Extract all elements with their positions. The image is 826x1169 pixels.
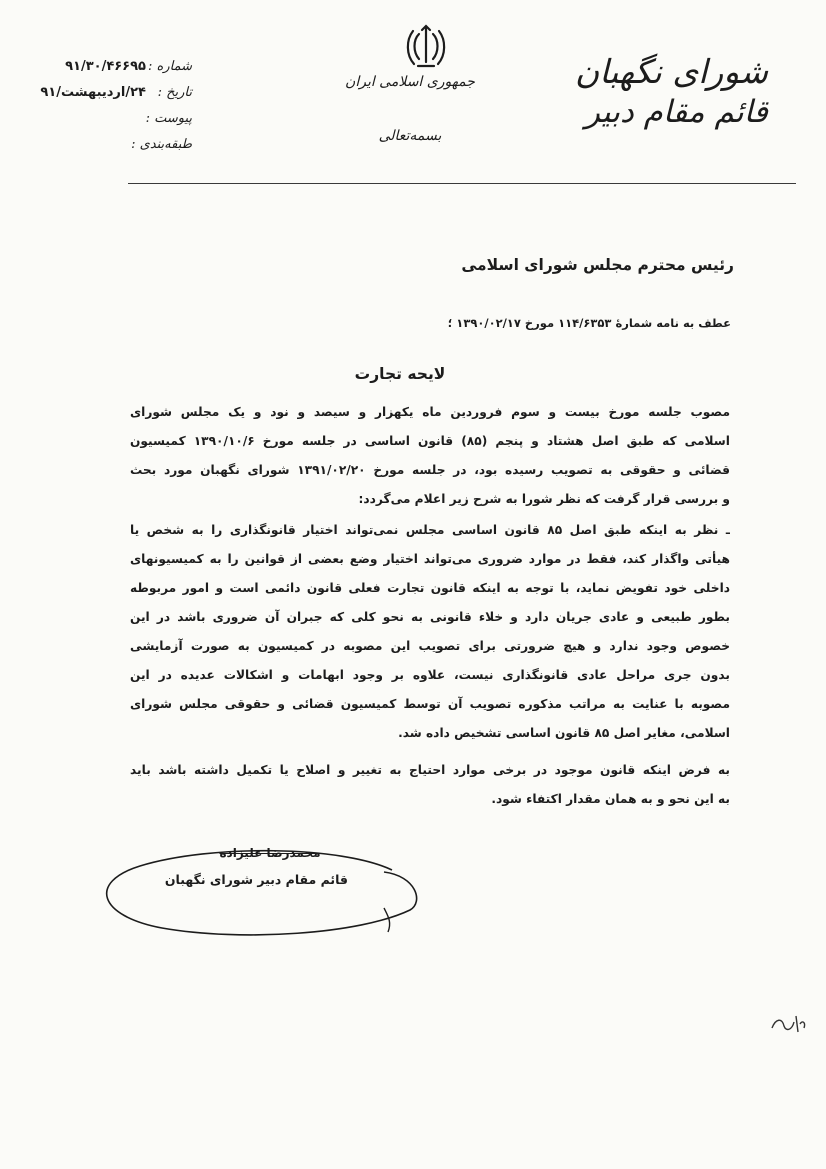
brand-council-name: شورای نگهبان — [575, 52, 768, 91]
paragraph-opinion — [130, 516, 730, 748]
text-line: مصوب جلسه مورخ بیست و سوم فروردین ماه یکهزار و سیصد و نود و یک مجلس شورای — [130, 405, 730, 419]
republic-label: جمهوری اسلامی ایران — [345, 74, 475, 90]
meta-date-row — [42, 80, 192, 106]
text-line: داخلی خود تفویض نماید، با توجه به اینکه قانون تجارت فعلی قانون دائمی است و امور مربوطه — [130, 581, 730, 595]
bismillah-label: بسمه‌تعالی — [378, 128, 442, 144]
meta-label: شماره : — [148, 59, 192, 74]
meta-label: طبقه‌بندی : — [131, 137, 192, 152]
text-line: و بررسی قرار گرفت که نظر شورا به شرح زیر اعلام می‌گردد: — [358, 492, 730, 506]
header-divider — [128, 183, 796, 184]
meta-value: ۲۴/اردیبهشت/۹۱ — [40, 85, 146, 100]
text-line: اسلامی که طبق اصل هشتاد و پنجم (۸۵) قانون اساسی در جلسه مورخ ۱۳۹۰/۱۰/۶ کمیسیون — [130, 434, 730, 448]
meta-classification-row — [42, 132, 192, 158]
meta-label: تاریخ : — [157, 85, 192, 100]
text-line: هیأتی واگذار کند، فقط در موارد ضروری می‌تواند اختیار وضع بعضی از قوانین را به کمیسیونهای — [130, 552, 730, 566]
text-line: به این نحو و به همان مقدار اکتفاء شود. — [491, 792, 730, 806]
letterhead-brand — [548, 52, 768, 132]
document-title: لایحه تجارت — [354, 365, 446, 383]
text-line: ـ نظر به اینکه طبق اصل ۸۵ قانون اساسی مجلس نمی‌تواند اختیار قانونگذاری را به شخص یا — [130, 523, 730, 537]
meta-number-row — [42, 54, 192, 80]
text-line: بطور طبیعی و عادی جریان دارد و خلاء قانونی به نحو کلی که جبران آن ضروری باشد در این — [130, 610, 730, 624]
text-line: بدون جری مراحل عادی قانونگذاری نیست، علاوه بر وجود ابهامات و اشکالات عدیده در این — [130, 668, 730, 682]
text-line: خصوص وجود ندارد و هیچ ضرورتی برای تصویب این مصوبه در کمیسیون به صورت آزمایشی — [130, 639, 730, 653]
text-line: مصوبه با عنایت به مراتب مذکوره تصویب آن توسط کمیسیون قضائی و حقوقی مجلس شورای — [130, 697, 730, 711]
text-line: به فرض اینکه قانون موجود در برخی موارد احتیاج به تغییر و اصلاح یا تکمیل داشته باشد باید — [130, 763, 730, 777]
emblem-icon — [404, 24, 448, 70]
paragraph-approval — [130, 398, 730, 514]
addressee: رئیس محترم مجلس شورای اسلامی — [461, 256, 734, 274]
brand-deputy-secretary: قائم مقام دبیر — [584, 94, 768, 130]
text-line: اسلامی، مغایر اصل ۸۵ قانون اساسی تشخیص داده شد. — [398, 726, 730, 740]
letter-metadata — [42, 54, 192, 158]
emblem — [366, 24, 486, 70]
meta-value: ۹۱/۳۰/۴۶۶۹۵ — [65, 59, 146, 74]
meta-attachment-row — [42, 106, 192, 132]
reference-line: عطف به نامه شمارۀ ۱۱۴/۶۳۵۳ مورخ ۱۳۹۰/۰۲/۱۷ ؛ — [447, 316, 731, 330]
paragraph-note — [130, 756, 730, 814]
meta-label: پیوست : — [145, 111, 192, 126]
signatory-name: محمدرضا علیزاده — [219, 846, 321, 860]
signatory-title: قائم مقام دبیر شورای نگهبان — [164, 872, 348, 887]
text-line: قضائی و حقوقی به تصویب رسیده بود، در جلسه مورخ ۱۳۹۱/۰۲/۲۰ شورای نگهبان مورد بحث — [130, 463, 730, 477]
handwritten-initial-mark — [768, 1010, 808, 1036]
